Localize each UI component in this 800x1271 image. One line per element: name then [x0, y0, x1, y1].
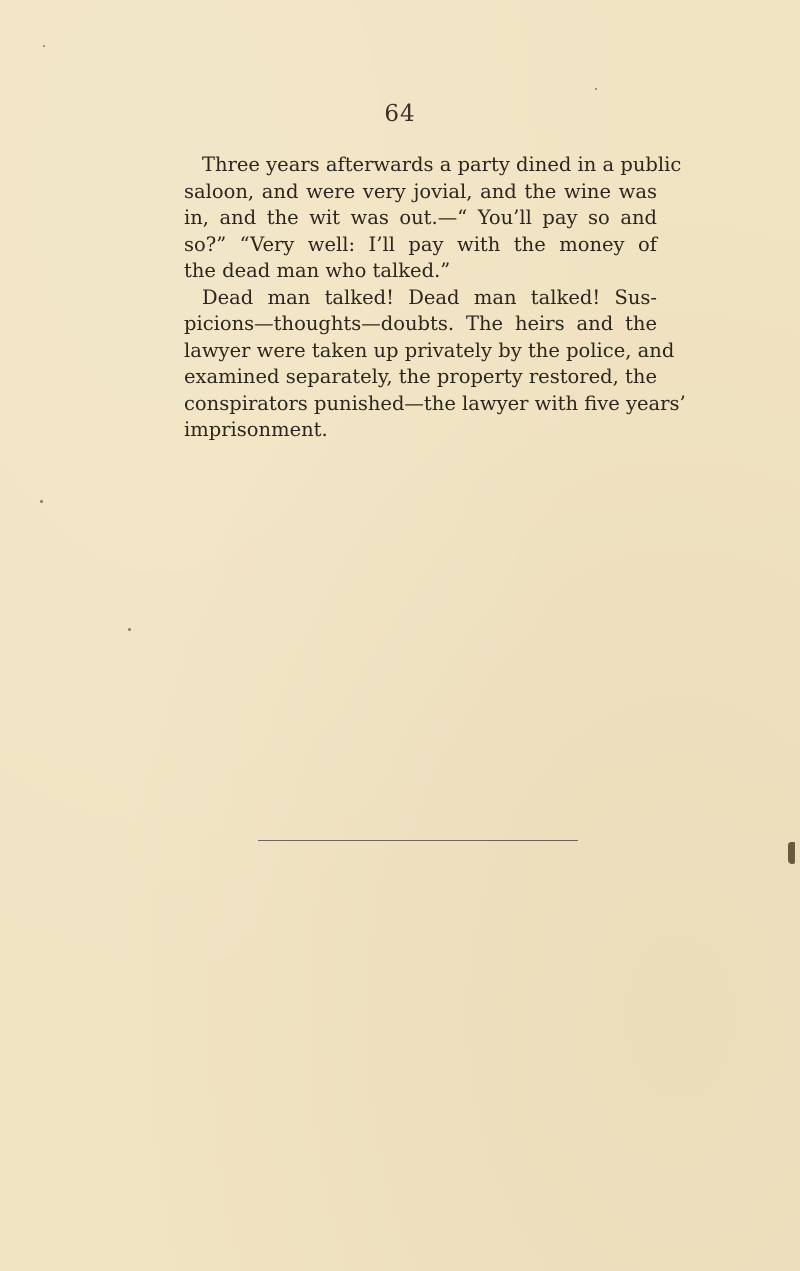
body-text [184, 152, 686, 444]
text-line: in, and the wit was out.—“ You’ll pay so and [184, 206, 657, 229]
text-line: Three years afterwards a party dined in a public [202, 153, 682, 176]
text-line: imprisonment. [184, 418, 328, 441]
text-line: lawyer were taken up privately by the police, and [184, 338, 675, 362]
text-line: Dead man talked! Dead man talked! Sus- [202, 285, 657, 309]
text-line: so?” “Very well: I’ll pay with the money of [184, 232, 657, 256]
page-edge-mark [788, 842, 795, 864]
text-line: the dead man who talked.” [184, 259, 451, 282]
text-line: saloon, and were very jovial, and the wine was [184, 179, 657, 203]
paper-speck [128, 628, 131, 631]
paper-speck [40, 500, 43, 503]
end-rule [258, 840, 578, 841]
page-number: 64 [384, 101, 416, 127]
text-line: picions—thoughts—doubts. The heirs and the [184, 312, 657, 335]
text-line: examined separately, the property restored, the [184, 365, 657, 388]
text-line: conspirators punished—the lawyer with five years’ [184, 391, 686, 415]
paper-speck [43, 45, 45, 47]
paper-speck [595, 88, 597, 90]
